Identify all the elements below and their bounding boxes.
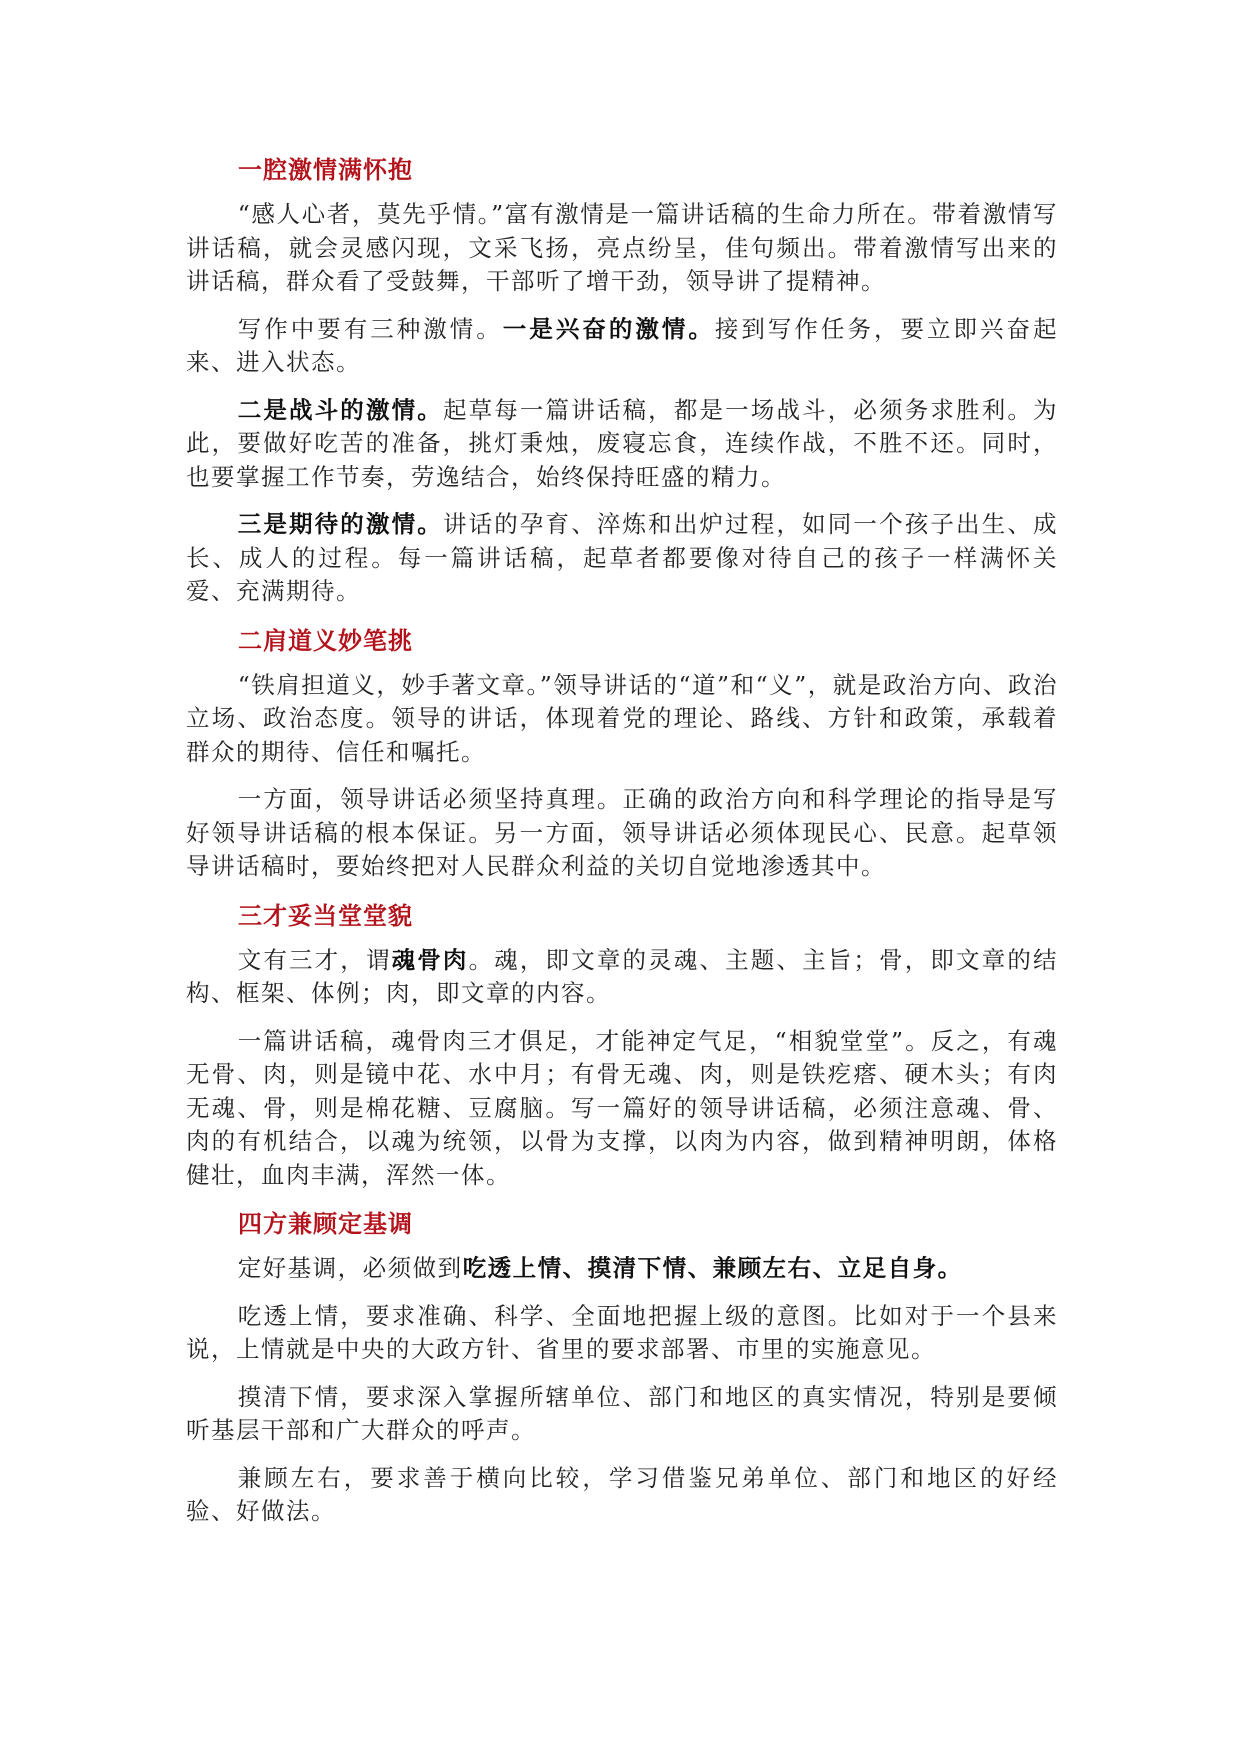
section-heading: 二肩道义妙笔挑 — [238, 626, 413, 655]
paragraph — [186, 313, 1058, 380]
paragraph — [186, 1252, 1058, 1286]
paragraph-text: “感人心者，莫先乎情。”富有激情是一篇讲话稿的生命力所在。带着激情写讲话稿，就会灵感闪现，文采飞扬，亮点纷呈，佳句频出。带着激情写出来的讲话稿，群众看了受鼓舞，干部听了增干劲，领导讲了提精神。 — [186, 200, 1058, 295]
paragraph — [186, 944, 1058, 1011]
paragraph-text: 接到写作任务，要立即兴奋起来、进入状态。 — [186, 314, 1059, 376]
paragraph-text: 文有三才，谓 — [237, 945, 392, 974]
paragraph — [186, 1462, 1058, 1529]
paragraph-text: 摸清下情，要求深入掌握所辖单位、部门和地区的真实情况，特别是要倾听基层干部和广大群众的呼声。 — [186, 1382, 1058, 1444]
paragraph-bold-text: 吃透上情、摸清下情、兼顾左右、立足自身。 — [462, 1254, 963, 1282]
paragraph-text: 讲话的孕育、淬炼和出炉过程，如同一个孩子出生、成长、成人的过程。每一篇讲话稿，起草者都要像对待自己的孩子一样满怀关爱、充满期待。 — [186, 510, 1059, 605]
section-heading: 一腔激情满怀抱 — [238, 156, 413, 184]
paragraph-text: 兼顾左右，要求善于横向比较，学习借鉴兄弟单位、部门和地区的好经验、好做法。 — [186, 1463, 1058, 1525]
section-heading: 四方兼顾定基调 — [238, 1210, 413, 1238]
paragraph-text: 。魂，即文章的灵魂、主题、主旨；骨，即文章的结构、框架、体例；肉，即文章的内容。 — [186, 945, 1059, 1007]
paragraph-text: 起草每一篇讲话稿，都是一场战斗，必须务求胜利。为此，要做好吃苦的准备，挑灯秉烛，废寝忘食，连续作战，不胜不还。同时，也要掌握工作节奏，劳逸结合，始终保持旺盛的精力。 — [186, 395, 1059, 491]
section-three-talents — [186, 898, 1058, 1193]
paragraph — [186, 394, 1058, 495]
paragraph — [186, 508, 1058, 609]
section-heading: 三才妥当堂堂貌 — [238, 901, 413, 930]
paragraph-text: 吃透上情，要求准确、科学、全面地把握上级的意图。比如对于一个县来说，上情就是中央的大政方针、省里的要求部署、市里的实施意见。 — [186, 1301, 1058, 1363]
paragraph — [186, 1300, 1058, 1367]
section-morality — [186, 623, 1058, 884]
paragraph — [186, 1025, 1058, 1193]
paragraph — [186, 783, 1058, 884]
paragraph-text: 一方面，领导讲话必须坚持真理。正确的政治方向和科学理论的指导是写好领导讲话稿的根本保证。另一方面，领导讲话必须体现民心、民意。起草领导讲话稿时，要始终把对人民群众利益的关切自觉地渗透其中。 — [186, 785, 1058, 880]
paragraph-text: 定好基调，必须做到 — [237, 1254, 463, 1282]
section-passion — [186, 152, 1058, 609]
paragraph-text: 一篇讲话稿，魂骨肉三才俱足，才能神定气足，“相貌堂堂”。反之，有魂无骨、肉，则是镜中花、水中月；有骨无魂、肉，则是铁疙瘩、硬木头；有肉无魂、骨，则是棉花糖、豆腐脑。写一篇好的领导讲话稿，必须注意魂、骨、肉的有机结合，以魂为统领，以骨为支撑，以肉为内容，做到精神明朗，体格健壮，血肉丰满，浑然一体。 — [186, 1026, 1058, 1189]
paragraph-bold-text: 魂骨肉 — [391, 945, 469, 974]
paragraph — [186, 198, 1058, 299]
document-page — [186, 152, 1058, 1543]
paragraph-bold-text: 三是期待的激情。 — [237, 510, 443, 538]
paragraph-bold-text: 一是兴奋的激情。 — [502, 314, 715, 343]
paragraph-text: “铁肩担道义，妙手著文章。”领导讲话的“道”和“义”，就是政治方向、政治立场、政治态度。领导的讲话，体现着党的理论、路线、方针和政策，承载着群众的期待、信任和嘱托。 — [186, 670, 1058, 766]
paragraph-text: 写作中要有三种激情。 — [237, 314, 503, 343]
paragraph-bold-text: 二是战斗的激情。 — [237, 395, 443, 424]
section-tone — [186, 1206, 1058, 1529]
paragraph — [186, 1381, 1058, 1448]
paragraph — [186, 669, 1058, 770]
